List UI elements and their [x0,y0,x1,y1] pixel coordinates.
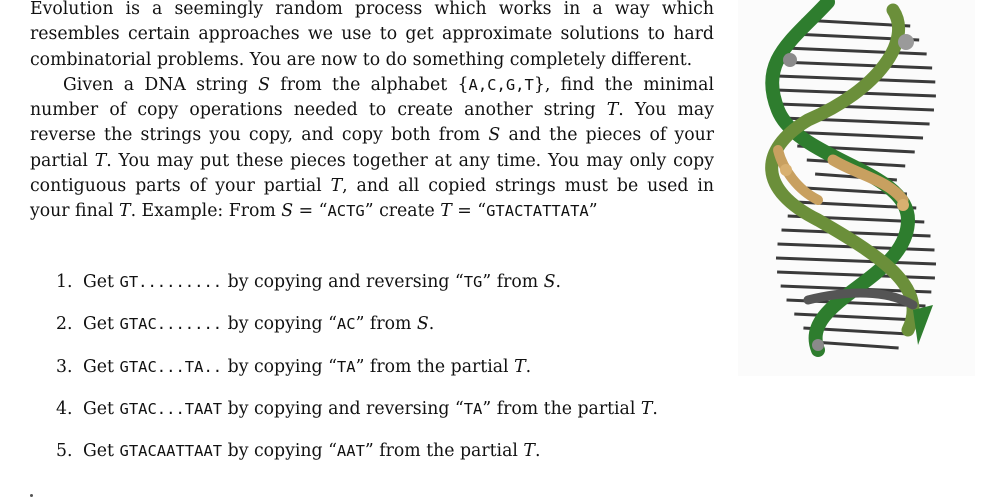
helix-rung [794,314,917,320]
step-var: S [543,272,556,292]
step-text: by copying “ [222,441,337,462]
step-var: S [416,314,429,335]
step-text: . [428,314,435,335]
step-text: . [534,441,541,462]
page-mark [30,494,33,497]
intro-paragraph: Evolution is a seemingly random process which works in a way which resembles certain approaches we use to get approximate solutions to hard combinatorial problems. You are now to do something completely different. [30,0,714,70]
step-code: GT......... [119,273,223,291]
step-quoted: TA [463,399,483,418]
step-text: ” from the partial [482,398,641,419]
step-item [56,439,658,481]
step-quoted: TA [336,357,356,376]
dna-helix-image [738,0,975,376]
p2-text: ” [588,201,598,222]
step-item [56,355,658,397]
var-t: T [440,201,452,222]
example-source: ACTG [327,202,365,221]
step-text: by copying “ [222,356,337,377]
p2-text: from the alphabet { [270,74,469,95]
p2-text: }, find the minimal number of copy operations needed to create another string [30,74,714,121]
step-number: 1. [56,272,73,292]
step-text: Get [83,272,120,292]
step-code: GTAC....... [119,315,223,334]
step-text: . [652,398,658,419]
step-var: T [640,398,653,419]
step-quoted: TG [463,273,483,291]
helix-rung [780,62,932,68]
p2-text: ” create [364,201,441,222]
step-quoted: AC [336,315,356,334]
step-text: Get [83,398,120,419]
step-quoted: AAT [336,442,365,461]
p2-text: , and all copied strings must be used in your final [30,176,714,222]
alphabet: A,C,G,T [468,75,534,94]
step-code: GTAC...TAAT [119,399,223,418]
step-number: 2. [56,314,73,335]
p2-text: . You may put these pieces together at any time. You may only copy contiguous parts of your partial [30,150,714,197]
step-item [56,312,658,354]
step-text: Get [83,441,120,462]
step-number: 5. [56,441,73,462]
var-t: T [94,150,107,171]
step-code: GTACAATTAAT [119,442,223,461]
p2-text: = “ [451,201,487,222]
step-text: Get [83,314,120,335]
step-number: 3. [56,356,73,377]
step-text: by copying “ [222,314,337,335]
step-text: by copying and reversing “ [222,272,464,292]
helix-rung [776,258,936,264]
step-number: 4. [56,398,73,419]
step-var: T [523,441,535,462]
p2-text: Given a DNA string [63,74,259,95]
var-t: T [606,100,619,121]
p2-text: . You may reverse the strings you copy, and copy both from [30,100,715,146]
step-item [56,397,658,439]
var-t: T [119,201,131,222]
step-text: ” from the partial [355,356,515,377]
step-text: ” from [355,314,417,335]
step-var: T [514,356,526,377]
steps-list [56,270,658,481]
dna-helix-icon [738,0,975,376]
helix-rung [777,76,936,82]
p2-text: and the pieces of your partial [30,125,714,171]
p2-text: = “ [293,201,328,222]
p2-text: . Example: From [130,201,282,222]
helix-rung [813,342,898,348]
example-target: GTACTATTATA [486,202,589,221]
step-text: . [525,356,532,377]
step-text: ” from the partial [364,441,524,462]
helix-rung [778,104,934,110]
var-t: T [330,176,343,197]
step-text: Get [83,356,120,377]
var-s: S [258,74,271,95]
step-text: by copying and reversing “ [222,398,464,419]
task-paragraph [30,73,714,225]
var-s: S [488,125,501,146]
step-item [56,270,658,312]
step-text: ” from [482,272,544,292]
problem-statement [30,0,714,225]
helix-rung [777,272,935,278]
var-s: S [281,201,294,222]
step-code: GTAC...TA.. [119,357,223,376]
step-text: . [555,272,562,292]
